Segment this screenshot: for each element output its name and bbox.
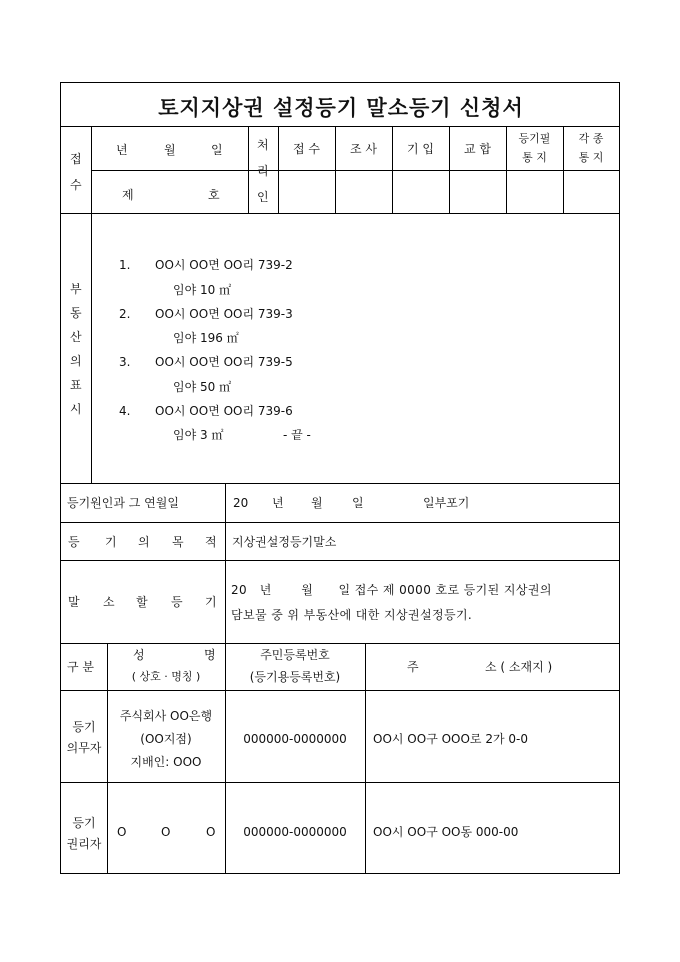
property-item-2-addr: OO시 OO면 OO리 739-3 — [155, 307, 293, 321]
receipt-number-suffix: 호 — [208, 188, 220, 202]
receipt-number-prefix: 제 — [122, 188, 134, 202]
cause-month: 월 — [311, 496, 323, 510]
cancel-label-5: 기 — [205, 595, 217, 609]
holder-address: OO시 OO구 OO동 000-00 — [373, 825, 519, 839]
cancel-text-line-1: 20 년 월 일 접수 제 0000 호로 등기된 지상권의 — [231, 583, 552, 597]
cancel-label-3: 할 — [136, 595, 148, 609]
receipt-day-label: 일 — [211, 143, 223, 157]
receipt-date-value[interactable] — [91, 171, 248, 213]
obligor-address: OO시 OO구 OOO로 2가 0-0 — [373, 732, 528, 746]
col-notice-complete-1: 등기필 — [518, 132, 551, 145]
rule-property-bottom — [61, 483, 619, 484]
obligor-name-3: 지배인: OOO — [130, 755, 202, 769]
col-notice-various-1: 각 종 — [578, 132, 604, 145]
holder-label-1: 등기 — [72, 816, 96, 830]
party-id-subheader: (등기용등록번호) — [249, 670, 341, 684]
form-title: 토지지상권 설정등기 말소등기 신청서 — [158, 95, 524, 120]
property-item-3-no: 3. — [119, 355, 131, 369]
party-name-subheader: ( 상호 · 명칭 ) — [131, 670, 201, 683]
property-item-4-no: 4. — [119, 404, 131, 418]
rule-v-receipt-c3 — [449, 126, 450, 213]
rule-purpose-bottom — [61, 560, 619, 561]
processor-label-1: 처 — [257, 138, 269, 152]
purpose-label-5: 적 — [205, 535, 217, 549]
col-notice-various-2: 통 지 — [578, 151, 604, 164]
property-item-4-addr: OO시 OO면 OO리 739-6 — [155, 404, 293, 418]
holder-id: 000000-0000000 — [243, 825, 347, 839]
cause-day: 일 — [352, 496, 364, 510]
holder-name-1: O — [117, 825, 127, 839]
rule-v-property-side — [91, 213, 92, 483]
party-division-header: 구 분 — [67, 660, 94, 674]
obligor-label-2: 의무자 — [66, 741, 102, 755]
obligor-label-1: 등기 — [72, 720, 96, 734]
receipt-year-label: 년 — [116, 143, 128, 157]
rule-v-receipt-date — [248, 126, 249, 213]
cause-year-prefix: 20 — [233, 496, 249, 510]
obligor-name-2: (OO지점) — [140, 732, 192, 746]
cancel-text-line-2: 담보물 중 위 부동산에 대한 지상권설정등기. — [231, 608, 473, 622]
holder-label-2: 권리자 — [66, 837, 102, 851]
rule-v-receipt-c2 — [392, 126, 393, 213]
col-reception: 접 수 — [293, 142, 320, 156]
cause-label: 등기원인과 그 연월일 — [67, 496, 179, 510]
holder-name-2: O — [161, 825, 171, 839]
rule-receipt-bottom — [61, 213, 619, 214]
processor-label-2: 리 — [257, 164, 269, 178]
party-id-header: 주민등록번호 — [260, 648, 330, 662]
party-address-header-1: 주 — [407, 660, 419, 674]
property-item-3-land: 임야 50 ㎡ — [173, 380, 232, 394]
receipt-month-label: 월 — [164, 143, 176, 157]
property-item-1-land: 임야 10 ㎡ — [173, 283, 232, 297]
application-form — [60, 82, 620, 874]
cancel-label-4: 등 — [171, 595, 183, 609]
col-entry: 기 입 — [407, 142, 434, 156]
rule-v-party-id — [365, 643, 366, 874]
property-item-2-land: 임야 196 ㎡ — [173, 331, 239, 345]
property-side-label-5: 표 — [70, 378, 82, 392]
obligor-id: 000000-0000000 — [243, 732, 347, 746]
property-item-1-addr: OO시 OO면 OO리 739-2 — [155, 258, 293, 272]
cause-reason: 일부포기 — [423, 496, 470, 510]
cause-year: 년 — [272, 496, 284, 510]
property-item-1-no: 1. — [119, 258, 131, 272]
property-side-label-1: 부 — [70, 282, 82, 296]
rule-v-receipt-proc — [278, 126, 279, 213]
property-side-label-2: 동 — [70, 306, 82, 320]
rule-title — [61, 126, 619, 127]
property-item-4-land: 임야 3 ㎡ — [173, 428, 224, 442]
obligor-name-1: 주식회사 OO은행 — [119, 709, 213, 723]
col-notice-complete-2: 통 지 — [522, 151, 547, 164]
purpose-value: 지상권설정등기말소 — [232, 535, 337, 549]
property-side-label-3: 산 — [70, 330, 82, 344]
purpose-label-2: 기 — [105, 535, 117, 549]
rule-v-label-col — [225, 483, 226, 643]
purpose-label-4: 목 — [172, 535, 184, 549]
rule-cancel-bottom — [61, 643, 619, 644]
receipt-side-label-2: 수 — [70, 178, 82, 192]
property-item-3-addr: OO시 OO면 OO리 739-5 — [155, 355, 293, 369]
property-side-label-4: 의 — [70, 354, 82, 368]
col-inspection: 조 사 — [350, 142, 377, 156]
purpose-label-3: 의 — [138, 535, 150, 549]
property-side-label-6: 시 — [70, 402, 82, 416]
rule-parties-header-bottom — [61, 690, 619, 691]
party-address-header-2: 소 ( 소재지 ) — [485, 660, 553, 674]
property-end-mark: - 끝 - — [283, 428, 311, 442]
cancel-label-1: 말 — [68, 595, 80, 609]
col-collation: 교 합 — [464, 142, 491, 156]
party-name-header-1: 성 — [133, 648, 145, 662]
cancel-label-2: 소 — [103, 595, 115, 609]
rule-obligor-bottom — [61, 782, 619, 783]
holder-name-3: O — [206, 825, 216, 839]
rule-cause-bottom — [61, 522, 619, 523]
property-item-2-no: 2. — [119, 307, 131, 321]
receipt-side-label-1: 접 — [70, 152, 82, 166]
processor-label-3: 인 — [257, 190, 269, 204]
rule-v-receipt-c1 — [335, 126, 336, 213]
purpose-label-1: 등 — [68, 535, 80, 549]
party-name-header-2: 명 — [204, 648, 216, 662]
